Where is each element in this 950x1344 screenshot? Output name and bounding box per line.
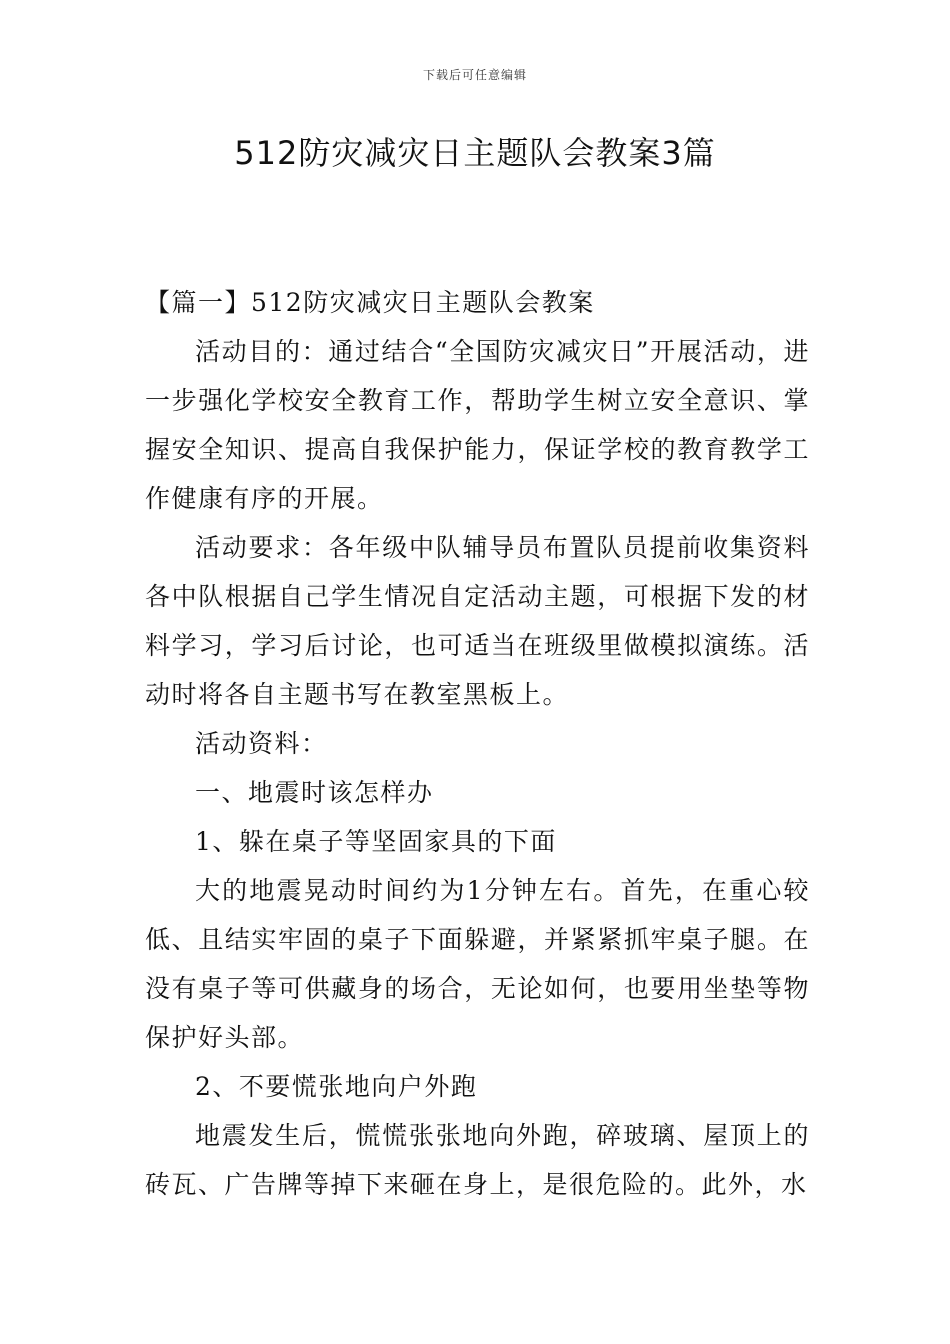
section-heading: 【篇一】512防灾减灾日主题队会教案 bbox=[145, 288, 595, 317]
document-body bbox=[145, 278, 810, 1209]
subheading-earthquake: 一、地震时该怎样办 bbox=[195, 778, 434, 807]
paragraph-activity-requirements: 活动要求：各年级中队辅导员布置队员提前收集资料各中队根据自己学生情况自定活动主题，可根据下发的材料学习，学习后讨论，也可适当在班级里做模拟演练。活动时将各自主题书写在教室黑板上。 bbox=[145, 533, 810, 709]
document-title: 512防灾减灾日主题队会教案3篇 bbox=[234, 134, 716, 172]
paragraph-hide-details: 大的地震晃动时间约为1分钟左右。首先，在重心较低、且结实牢固的桌子下面躲避，并紧紧抓牢桌子腿。在没有桌子等可供藏身的场合，无论如何，也要用坐垫等物保护好头部。 bbox=[145, 876, 810, 1052]
paragraph-activity-materials: 活动资料： bbox=[195, 729, 328, 758]
page-header-note: 下载后可任意编辑 bbox=[422, 68, 527, 82]
paragraph-run-details: 地震发生后，慌慌张张地向外跑，碎玻璃、屋顶上的砖瓦、广告牌等掉下来砸在身上，是很危险的。此外，水 bbox=[145, 1121, 810, 1199]
item-hide-under-furniture: 1、躲在桌子等坚固家具的下面 bbox=[195, 827, 557, 856]
item-do-not-run-outside: 2、不要慌张地向户外跑 bbox=[195, 1072, 478, 1101]
paragraph-activity-purpose: 活动目的：通过结合“全国防灾减灾日”开展活动，进一步强化学校安全教育工作，帮助学生树立安全意识、掌握安全知识、提高自我保护能力，保证学校的教育教学工作健康有序的开展。 bbox=[145, 337, 810, 513]
